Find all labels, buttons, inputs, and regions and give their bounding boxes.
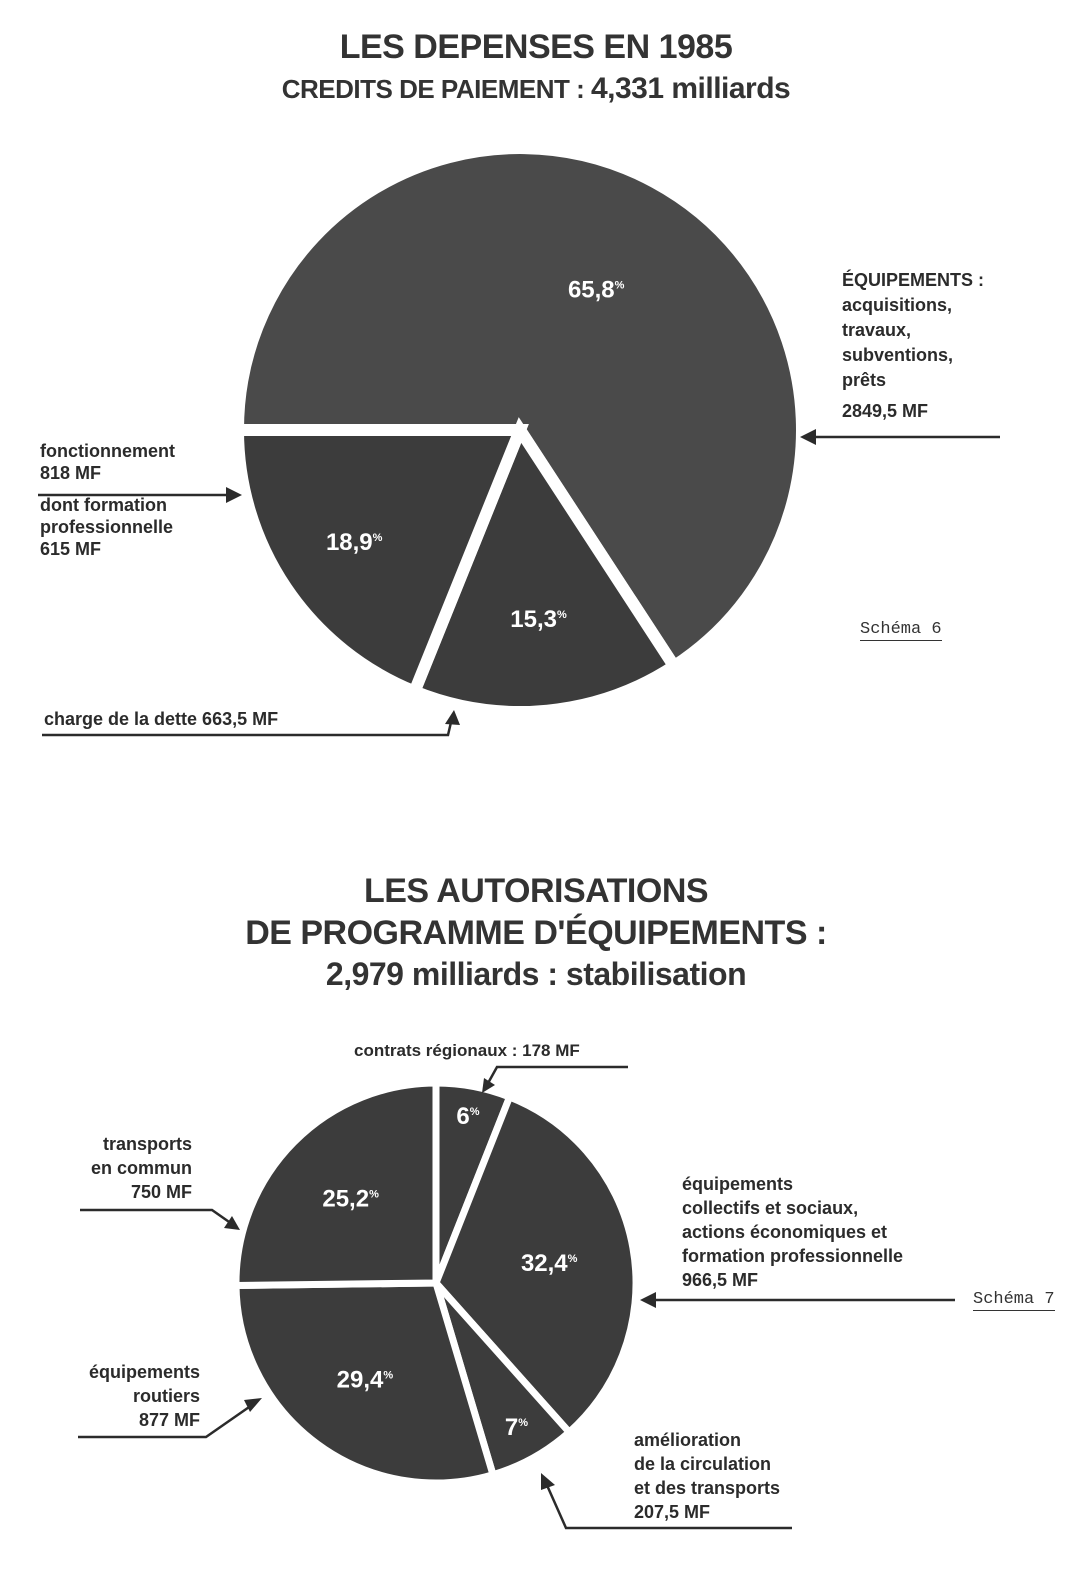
label-transports-commun — [60, 1132, 192, 1204]
label-collectifs-line: formation professionnelle — [682, 1246, 904, 1266]
label-equip-routiers — [60, 1360, 200, 1432]
label-routiers-line: équipements — [88, 1362, 200, 1382]
label-circulation-line: et des transports — [634, 1478, 781, 1498]
label-equipements — [842, 268, 984, 424]
pie-chart-2 — [236, 1083, 636, 1483]
label-contrats-regionaux: contrats régionaux : 178 MF — [354, 1041, 580, 1060]
label-equipements-line: acquisitions, — [842, 295, 953, 315]
label-equipements-line: ÉQUIPEMENTS : — [842, 270, 985, 290]
label-equipements-value: 2849,5 MF — [842, 401, 929, 421]
label-equipements-line: prêts — [842, 370, 887, 390]
arrow-dette-head — [445, 710, 460, 725]
pie-percent-label: 6% — [456, 1103, 480, 1130]
arrow-contrats — [487, 1067, 628, 1085]
pie-slice-transports-en-commun — [236, 1083, 436, 1286]
pie-percent-label: 65,8% — [567, 276, 625, 304]
label-circulation-line: amélioration — [634, 1430, 742, 1450]
label-fonctionnement-line: 818 MF — [40, 463, 102, 483]
label-fonctionnement-line: professionnelle — [40, 517, 174, 537]
arrow-equip-collectifs-head — [640, 1292, 656, 1308]
label-fonctionnement-line: fonctionnement — [40, 441, 175, 461]
label-collectifs-line: actions économiques et — [682, 1222, 888, 1242]
label-circulation — [634, 1428, 780, 1524]
label-circulation-line: de la circulation — [634, 1454, 772, 1474]
pie-percent-label: 15,3% — [510, 606, 567, 634]
label-collectifs-line: 966,5 MF — [682, 1270, 759, 1290]
label-equipements-line: travaux, — [842, 320, 912, 340]
label-transports-line: transports — [102, 1134, 192, 1154]
label-fonctionnement-line: dont formation — [40, 495, 167, 515]
arrow-transports-commun-head — [224, 1216, 240, 1230]
schema-6-label: Schéma 6 — [860, 620, 942, 639]
chart1-subtitle-prefix: CREDITS DE PAIEMENT : — [281, 74, 591, 104]
label-dette: charge de la dette 663,5 MF — [44, 709, 279, 729]
label-fonctionnement — [40, 440, 175, 560]
chart2-title-line2: DE PROGRAMME D'ÉQUIPEMENTS : — [245, 914, 827, 952]
label-collectifs-line: collectifs et sociaux, — [682, 1198, 859, 1218]
pie-percent-label: 7% — [504, 1414, 528, 1442]
label-routiers-line: routiers — [132, 1386, 200, 1406]
pie-percent-label: 25,2% — [322, 1185, 379, 1213]
chart1-title: LES DEPENSES EN 1985 — [339, 28, 733, 66]
arrow-transports-commun — [80, 1210, 232, 1224]
label-circulation-line: 207,5 MF — [634, 1502, 711, 1522]
label-transports-line: en commun — [90, 1158, 192, 1178]
label-equipements-line: subventions, — [842, 345, 954, 365]
label-equip-collectifs — [682, 1172, 903, 1292]
chart2-title-line1: LES AUTORISATIONS — [363, 872, 709, 910]
pie-percent-label: 18,9% — [325, 528, 383, 556]
label-transports-line: 750 MF — [130, 1182, 192, 1202]
pie-percent-label: 32,4% — [520, 1249, 578, 1277]
schema-7-label: Schéma 7 — [973, 1290, 1055, 1309]
label-fonctionnement-line: 615 MF — [40, 539, 102, 559]
pie-percent-label: 29,4% — [336, 1366, 394, 1394]
chart1-subtitle-value: 4,331 milliards — [590, 72, 791, 105]
arrow-circulation-head — [541, 1473, 555, 1490]
label-routiers-line: 877 MF — [138, 1410, 200, 1430]
chart2-title-line3: 2,979 milliards : stabilisation — [325, 956, 747, 992]
pie-chart-1 — [238, 148, 802, 712]
label-collectifs-line: équipements — [682, 1174, 794, 1194]
